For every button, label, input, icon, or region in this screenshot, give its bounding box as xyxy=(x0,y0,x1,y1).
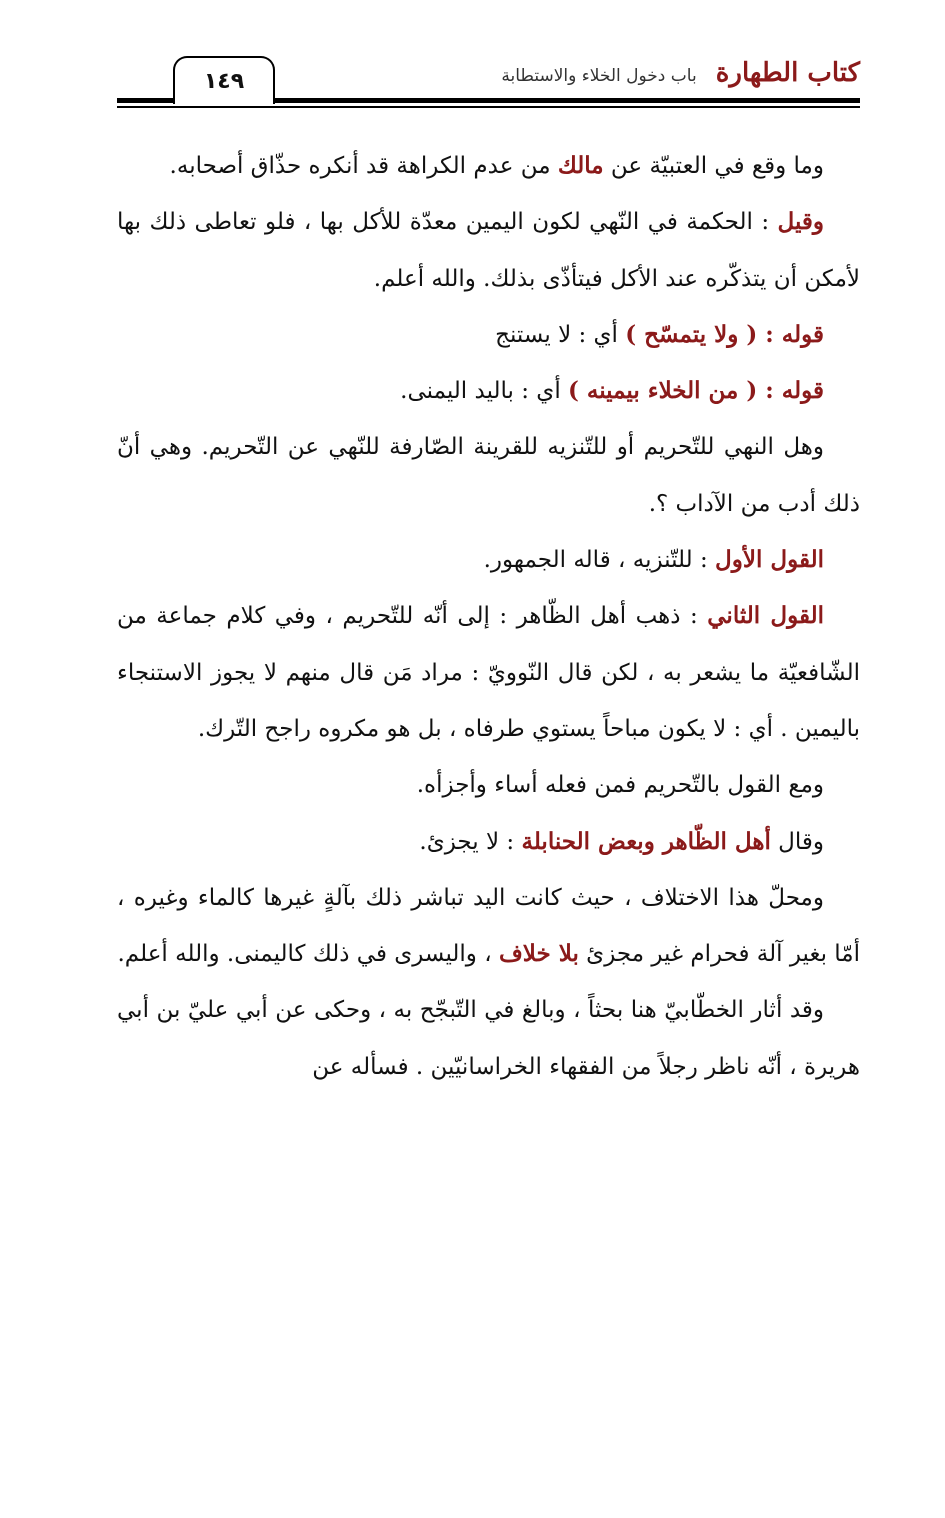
paragraph xyxy=(117,419,860,532)
chapter-title: باب دخول الخلاء والاستطابة xyxy=(501,66,697,86)
paragraph-text: : الحكمة في النّهي لكون اليمين معدّة للأكل بها ، فلو تعاطى ذلك بها لأمكن أن يتذكّره عند الأكل فيتأذّى بذلك. والله أعلم. xyxy=(117,209,860,292)
paragraph xyxy=(117,138,860,194)
paragraph xyxy=(117,588,860,757)
page-header xyxy=(117,44,860,114)
paragraph xyxy=(117,982,860,1095)
paragraph-text: من عدم الكراهة قد أنكره حذّاق أصحابه. xyxy=(169,153,558,179)
emphasized-text: أهل الظّاهر وبعض الحنابلة xyxy=(521,827,771,855)
page-number: ١٤٩ xyxy=(173,56,275,104)
emphasized-text: قوله : ( ولا يتمسّح ) xyxy=(625,320,824,348)
paragraph xyxy=(117,194,860,307)
paragraph-text: : للتّنزيه ، قاله الجمهور. xyxy=(483,547,716,574)
paragraph-text: وما وقع في العتبيّة عن xyxy=(603,153,824,179)
paragraph-text: أي : لا يستنج xyxy=(495,321,626,348)
running-head xyxy=(501,58,860,88)
book-title: كتاب الطهارة xyxy=(715,58,860,88)
paragraph-text: ومحلّ هذا الاختلاف ، حيث كانت اليد تباشر ذلك بآلةٍ غيرها كالماء وغيره ، أمّا بغير آلة فحرام غير مجزئ xyxy=(117,884,860,968)
paragraph xyxy=(117,532,860,588)
paragraph xyxy=(117,870,860,983)
paragraph-text: : لا يجزئ. xyxy=(419,828,522,855)
paragraph-text: وقال xyxy=(770,828,824,855)
paragraph xyxy=(117,307,860,363)
paragraph-text: ومع القول بالتّحريم فمن فعله أساء وأجزأه. xyxy=(416,772,824,799)
paragraph-text: وهل النهي للتّحريم أو للتّنزيه للقرينة الصّارفة للنّهي عن التّحريم. وهي أنّ ذلك أدب من الآداب ؟. xyxy=(117,434,860,517)
page-body xyxy=(117,138,860,1095)
paragraph xyxy=(117,757,860,813)
emphasized-text: القول الأول xyxy=(715,546,824,574)
paragraph-text: ، واليسرى في ذلك كاليمنى. والله أعلم. xyxy=(117,941,499,968)
emphasized-text: مالك xyxy=(557,152,604,179)
paragraph-text: أي : باليد اليمنى. xyxy=(400,378,569,405)
emphasized-text: وقيل xyxy=(777,208,824,236)
paragraph xyxy=(117,363,860,419)
paragraph-text: وقد أثار الخطّابيّ هنا بحثاً ، وبالغ في التّبجّح به ، وحكى عن أبي عليّ بن أبي هريرة ، أنّه ناظر رجلاً من الفقهاء الخراسانيّين . فسأله عن xyxy=(117,997,860,1080)
paragraph xyxy=(117,814,860,870)
emphasized-text: قوله : ( من الخلاء بيمينه ) xyxy=(568,377,824,405)
paragraph-text: : ذهب أهل الظّاهر : إلى أنّه للتّحريم ، وفي كلام جماعة من الشّافعيّة ما يشعر به ، لكن قال النّوويّ : مراد مَن قال منهم لا يجوز الاستنجاء باليمين . أي : لا يكون مباحاً يستوي طرفاه ، بل هو مكروه راجح التّرك. xyxy=(117,603,860,742)
emphasized-text: القول الثاني xyxy=(707,602,824,630)
emphasized-text: بلا خلاف xyxy=(498,940,579,968)
header-rule-thin xyxy=(117,106,860,108)
